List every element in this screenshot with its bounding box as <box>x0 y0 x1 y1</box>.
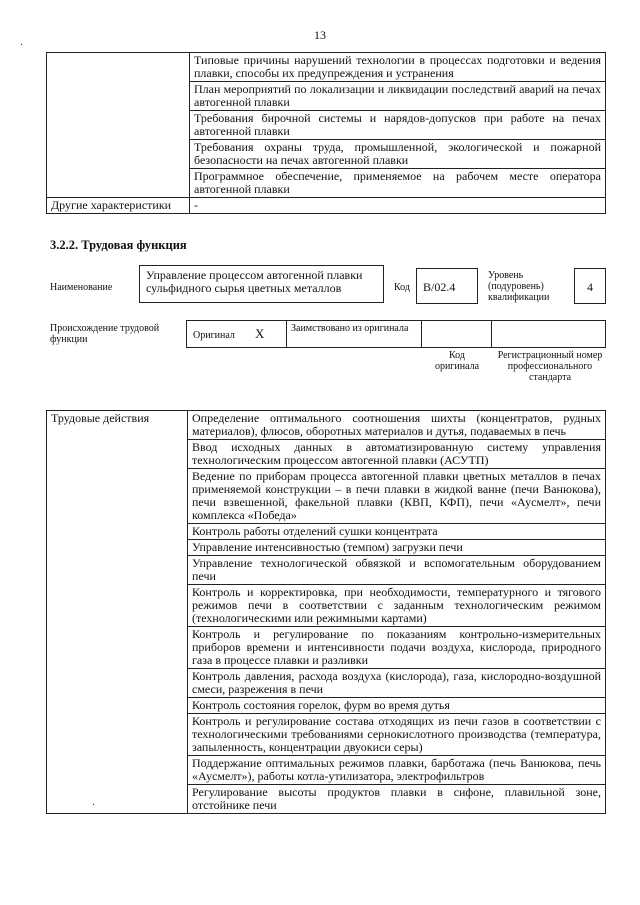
actions-label: Трудовые действия <box>47 411 188 814</box>
table-cell: План мероприятий по локализации и ликвидации последствий аварий на печах автогенной плавки <box>190 82 606 111</box>
divider <box>421 321 422 347</box>
function-name: Управление процессом автогенной плавки сульфидного сырья цветных металлов <box>139 265 384 303</box>
table-row <box>47 53 606 82</box>
empty-label-cell <box>47 53 190 198</box>
code-label: Код <box>394 282 410 293</box>
function-code: В/02.4 <box>416 268 478 304</box>
borrowed-label: Заимствовано из оригинала <box>291 323 409 334</box>
scan-speck: · <box>20 40 24 51</box>
table-cell: Управление технологической обвязкой и вспомогательным оборудованием печи <box>188 556 606 585</box>
name-label: Наименование <box>50 282 113 293</box>
table-cell: Требования бирочной системы и нарядов-допусков при работе на печах автогенной плавки <box>190 111 606 140</box>
table-cell: Требования охраны труда, промышленной, экологической и пожарной безопасности на печах автогенной плавки <box>190 140 606 169</box>
level-label: Уровень (подуровень) квалификации <box>488 270 550 303</box>
divider <box>491 321 492 347</box>
table-row <box>47 411 606 440</box>
table-cell: Контроль и регулирование состава отходящих из печи газов в соответствии с технологическими требованиями сернокислотного производства (температура, запыленность, концентрации двуокиси серы) <box>188 714 606 756</box>
original-label: Оригинал <box>193 330 235 341</box>
section-heading: 3.2.2. Трудовая функция <box>50 238 187 252</box>
other-characteristics-value: - <box>190 198 606 214</box>
table-cell: Типовые причины нарушений технологии в процессах подготовки и ведения плавки, способы их предупреждения и устранения <box>190 53 606 82</box>
table-row <box>47 198 606 214</box>
table-cell: Ведение по приборам процесса автогенной плавки цветных металлов в печах применяемой конструкции – в печи плавки в жидкой ванне (печи Ванюкова), печи взвешенной, факельной плавки (КВП, КФП), печи «Аусмелт», печи комплекса «Победа» <box>188 469 606 524</box>
level-value: 4 <box>574 268 606 304</box>
page-number: 13 <box>314 28 326 42</box>
divider <box>286 321 287 347</box>
original-mark: X <box>255 326 265 341</box>
table-cell: Контроль и регулирование по показаниям контрольно-измерительных приборов времени и интенсивности подачи воздуха, кислорода, природного газа в процессе плавки и разливки <box>188 627 606 669</box>
table-cell: Программное обеспечение, применяемое на рабочем месте оператора автогенной плавки <box>190 169 606 198</box>
code-caption: Код оригинала <box>434 350 480 372</box>
table-cell: Управление интенсивностью (темпом) загрузки печи <box>188 540 606 556</box>
knowledge-table <box>46 52 606 214</box>
origin-box <box>186 320 606 348</box>
table-cell: Контроль и корректировка, при необходимости, температурного и тягового режимов печи в соответствии с заданным технологическим режимом (технологическими или режимными картами) <box>188 585 606 627</box>
table-cell: Поддержание оптимальных режимов плавки, барботажа (печь Ванюкова, печь «Аусмелт»), работы котла-утилизатора, электрофильтров <box>188 756 606 785</box>
labor-actions-table <box>46 410 606 814</box>
other-characteristics-label: Другие характеристики <box>47 198 190 214</box>
scan-speck: · <box>92 800 96 811</box>
table-cell: Контроль работы отделений сушки концентрата <box>188 524 606 540</box>
table-cell: Регулирование высоты продуктов плавки в сифоне, плавильной зоне, отстойнике печи <box>188 785 606 814</box>
table-cell: Контроль состояния горелок, фурм во время дутья <box>188 698 606 714</box>
table-cell: Контроль давления, расхода воздуха (кислорода), газа, кислородно-воздушной смеси, разрежения в печи <box>188 669 606 698</box>
table-cell: Определение оптимального соотношения шихты (концентратов, рудных материалов), флюсов, оборотных материалов и дутья, подаваемых в печь <box>188 411 606 440</box>
table-cell: Ввод исходных данных в автоматизированную систему управления технологическим процессом автогенной плавки (АСУТП) <box>188 440 606 469</box>
origin-label: Происхождение трудовой функции <box>50 323 160 345</box>
reg-number-caption: Регистрационный номер профессионального стандарта <box>497 350 603 383</box>
